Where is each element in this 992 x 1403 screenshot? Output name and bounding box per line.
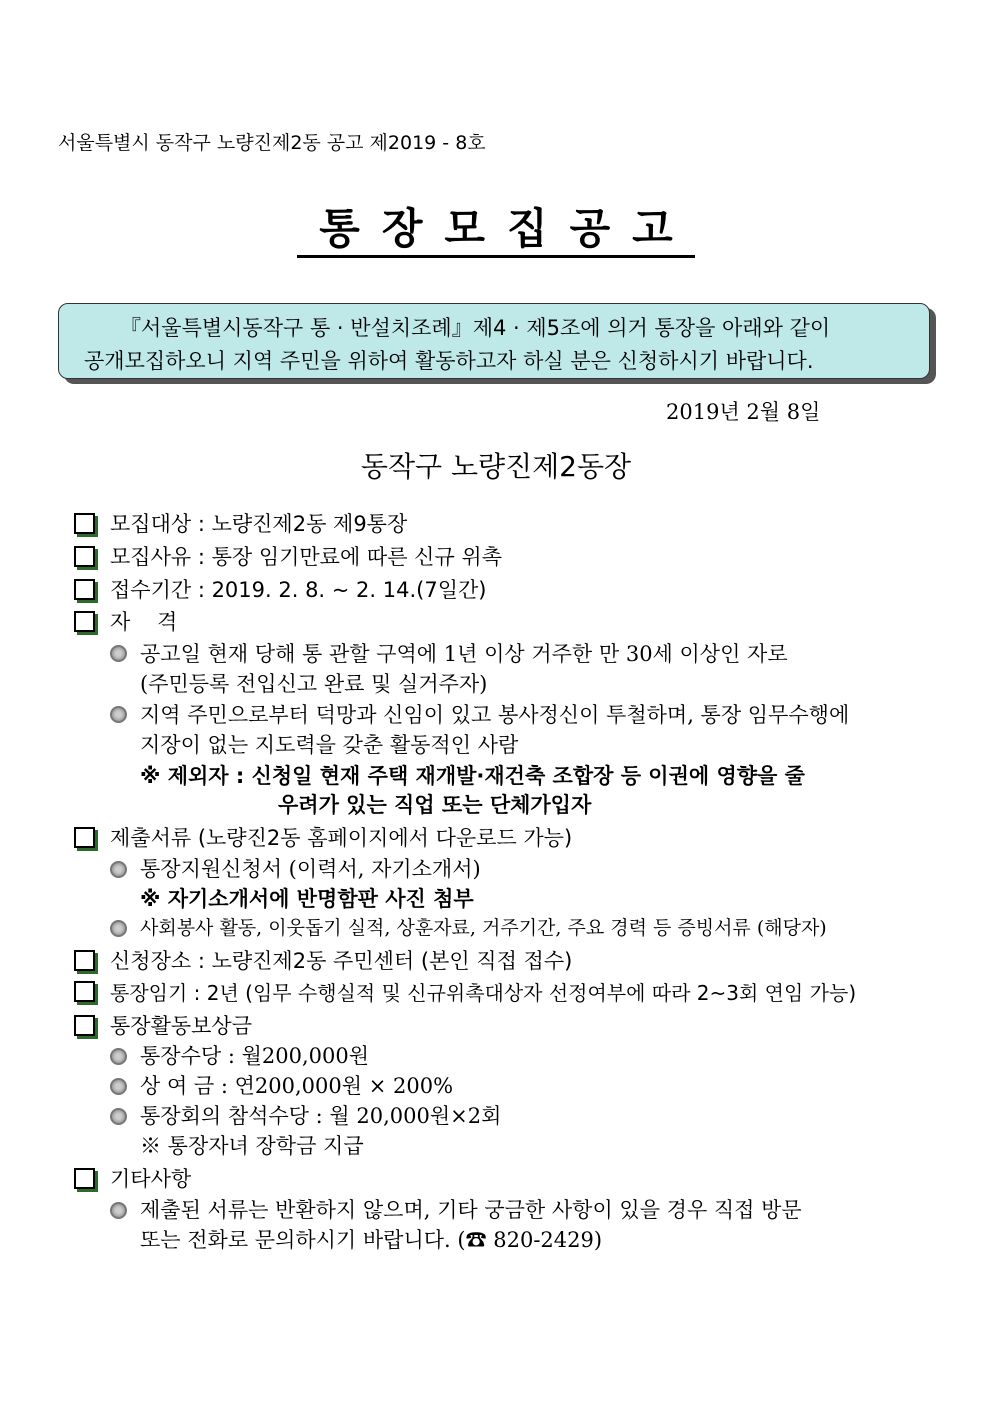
section-documents: 제출서류 (노량진2동 홈페이지에서 다운로드 가능) (74, 822, 572, 852)
section-reward: 통장활동보상금 (74, 1010, 252, 1040)
qualification-item-1-note: (주민등록 전입신고 완료 및 실거주자) (140, 672, 488, 696)
bullet-icon (110, 1108, 127, 1125)
section-period: 접수기간 : 2019. 2. 8. ~ 2. 14.(7일간) (74, 574, 486, 604)
document-item-1: 통장지원신청서 (이력서, 자기소개서) (140, 857, 481, 881)
checkbox-icon (74, 827, 95, 848)
checkbox-icon (74, 1015, 95, 1036)
notice-date: 2019년 2월 8일 (666, 400, 821, 424)
etc-item-1-cont: 또는 전화로 문의하시기 바랍니다. (☎ 820-2429) (140, 1228, 603, 1252)
section-reason: 모집사유 : 통장 임기만료에 따른 신규 위촉 (74, 541, 502, 571)
page-title (0, 196, 992, 256)
etc-item-1: 제출된 서류는 반환하지 않으며, 기타 궁금한 사항이 있을 경우 직접 방문 (140, 1198, 802, 1222)
section-qualification: 자 격 (74, 606, 177, 636)
reward-item-3: 통장회의 참석수당 : 월 20,000원×2회 (140, 1104, 502, 1128)
checkbox-icon (74, 981, 95, 1002)
exclusion-note: ※ 제외자 : 신청일 현재 주택 재개발·재건축 조합장 등 이권에 영향을 줄 (140, 764, 805, 788)
bullet-icon (110, 1078, 127, 1095)
qualification-item-1: 공고일 현재 당해 통 관할 구역에 1년 이상 거주한 만 30세 이상인 자로 (140, 642, 788, 666)
qualification-item-2-cont: 지장이 없는 지도력을 갖춘 활동적인 사람 (140, 733, 519, 757)
checkbox-icon (74, 1168, 95, 1189)
exclusion-note-cont: 우려가 있는 직업 또는 단체가입자 (278, 793, 592, 817)
section-etc: 기타사항 (74, 1163, 191, 1193)
qualification-item-2: 지역 주민으로부터 덕망과 신임이 있고 봉사정신이 투철하며, 통장 임무수행에 (140, 703, 850, 727)
reward-note: ※ 통장자녀 장학금 지급 (140, 1134, 364, 1158)
document-item-1-note: ※ 자기소개서에 반명함판 사진 첨부 (140, 887, 474, 911)
intro-line-1: 『서울특별시동작구 통 · 반설치조례』제4 · 제5조에 의거 통장을 아래와 같이 (120, 316, 831, 340)
bullet-icon (110, 1048, 127, 1065)
document-item-2: 사회봉사 활동, 이웃돕기 실적, 상훈자료, 거주기간, 주요 경력 등 증빙서류 (해당자) (140, 917, 827, 939)
section-term: 통장임기 : 2년 (임무 수행실적 및 신규위촉대상자 선정여부에 따라 2~3회 연임 가능) (74, 977, 856, 1006)
bullet-icon (110, 1202, 127, 1219)
issuer: 동작구 노량진제2동장 (360, 450, 632, 483)
checkbox-icon (74, 546, 95, 567)
section-place: 신청장소 : 노량진제2동 주민센터 (본인 직접 접수) (74, 945, 572, 975)
checkbox-icon (74, 579, 95, 600)
bullet-icon (110, 645, 127, 662)
section-target: 모집대상 : 노량진제2동 제9통장 (74, 508, 407, 538)
intro-line-2: 공개모집하오니 지역 주민을 위하여 활동하고자 하실 분은 신청하시기 바랍니다. (84, 349, 814, 373)
bullet-icon (110, 920, 127, 937)
notice-number: 서울특별시 동작구 노량진제2동 공고 제2019 - 8호 (58, 132, 486, 154)
page-title-text: 통장모집공고 (297, 204, 694, 258)
reward-item-1: 통장수당 : 월200,000원 (140, 1044, 369, 1068)
bullet-icon (110, 861, 127, 878)
checkbox-icon (74, 611, 95, 632)
reward-item-2: 상 여 금 : 연200,000원 × 200% (140, 1074, 454, 1098)
checkbox-icon (74, 513, 95, 534)
bullet-icon (110, 706, 127, 723)
checkbox-icon (74, 950, 95, 971)
